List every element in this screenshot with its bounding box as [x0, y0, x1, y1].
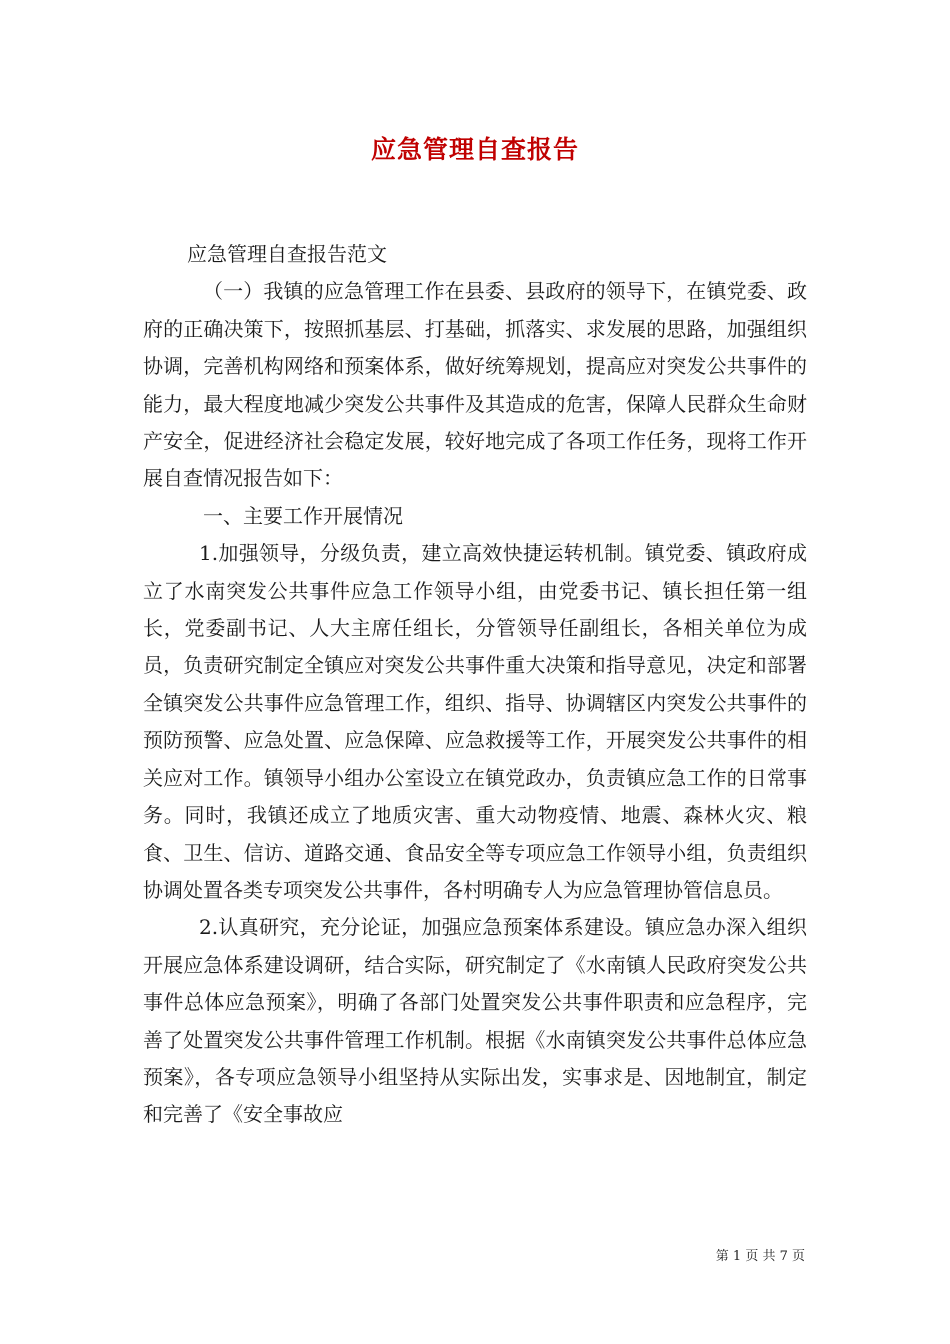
- intro-paragraph: （一）我镇的应急管理工作在县委、县政府的领导下，在镇党委、政府的正确决策下，按照抓基层、打基础，抓落实、求发展的思路，加强组织协调，完善机构网络和预案体系，做好统筹规划，提高应对突发公共事件的能力，最大程度地减少突发公共事件及其造成的危害，保障人民群众生命财产安全，促进经济社会稳定发展，较好地完成了各项工作任务，现将工作开展自查情况报告如下：: [143, 279, 807, 491]
- item-paragraph-1: 1.加强领导，分级负责，建立高效快捷运转机制。镇党委、镇政府成立了水南突发公共事件应急工作领导小组，由党委书记、镇长担任第一组长，党委副书记、人大主席任组长，分管领导任副组长，各相关单位为成员，负责研究制定全镇应对突发公共事件重大决策和指导意见，决定和部署全镇突发公共事件应急管理工作，组织、指导、协调辖区内突发公共事件的预防预警、应急处置、应急保障、应急救援等工作，开展突发公共事件的相关应对工作。镇领导小组办公室设立在镇党政办，负责镇应急工作的日常事务。同时，我镇还成立了地质灾害、重大动物疫情、地震、森林火灾、粮食、卫生、信访、道路交通、食品安全等专项应急工作领导小组，负责组织协调处置各类专项突发公共事件，各村明确专人为应急管理协管信息员。: [143, 541, 807, 902]
- document-subtitle: 应急管理自查报告范文: [187, 242, 387, 266]
- section-heading: 一、主要工作开展情况: [203, 503, 403, 528]
- document-body: [143, 236, 807, 1134]
- item-paragraph-2: 2.认真研究，充分论证，加强应急预案体系建设。镇应急办深入组织开展应急体系建设调研，结合实际，研究制定了《水南镇人民政府突发公共事件总体应急预案》，明确了各部门处置突发公共事件职责和应急程序，完善了处置突发公共事件管理工作机制。根据《水南镇突发公共事件总体应急预案》，各专项应急领导小组坚持从实际出发，实事求是、因地制宜，制定和完善了《安全事故应: [143, 915, 807, 1127]
- document-title: 应急管理自查报告: [370, 135, 579, 164]
- page-number: 第 1 页 共 7 页: [715, 1249, 805, 1264]
